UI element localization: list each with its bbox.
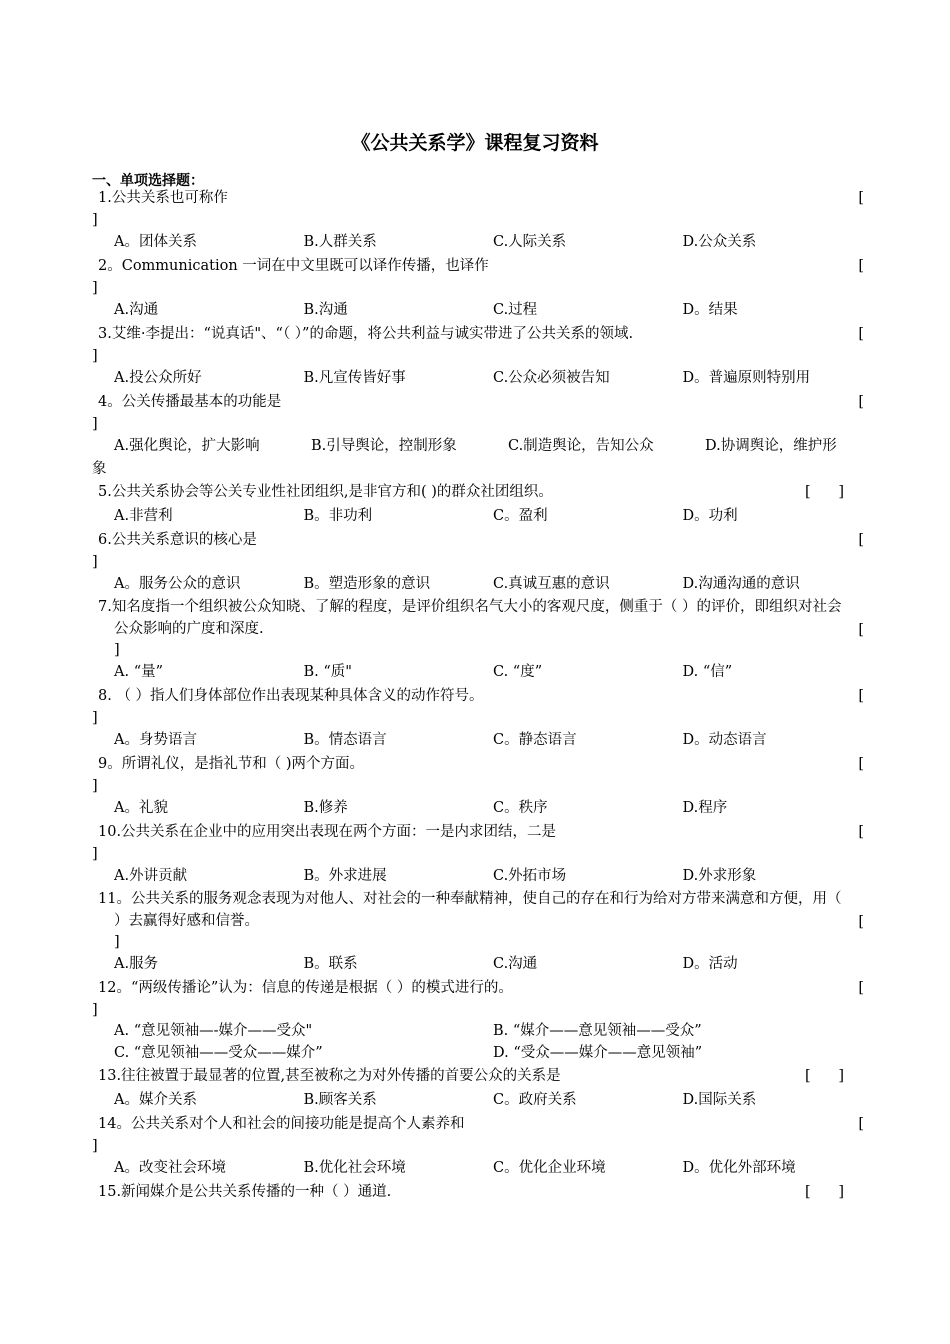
answer-bracket-open: [ bbox=[858, 532, 864, 548]
option-a: A. “量” bbox=[114, 664, 164, 680]
option-d: D.协调舆论，维护形 bbox=[705, 438, 837, 454]
option-row bbox=[92, 572, 872, 596]
option-d: D。活动 bbox=[682, 956, 738, 972]
option-c: C.人际关系 bbox=[493, 234, 567, 250]
answer-bracket-open: [ bbox=[858, 980, 864, 996]
option-continuation: 象 bbox=[92, 461, 107, 477]
option-row bbox=[92, 230, 872, 254]
option-b: B。联系 bbox=[303, 956, 358, 972]
question-stem: 7.知名度指一个组织被公众知晓、了解的程度，是评价组织名气大小的客观尺度，侧重于（ ）的评价，即组织对社会公众影响的广度和深度. bbox=[98, 599, 842, 637]
question-item bbox=[92, 1112, 872, 1180]
option-d: D.程序 bbox=[682, 800, 728, 816]
answer-bracket: [ ] bbox=[805, 1068, 844, 1084]
option-c: C.公众必须被告知 bbox=[493, 370, 610, 386]
option-row bbox=[92, 504, 872, 528]
option-a: A。礼貌 bbox=[114, 800, 168, 816]
option-b: B. “质" bbox=[303, 664, 352, 680]
option-a: A.外讲贡献 bbox=[114, 868, 188, 884]
option-c: C。盈利 bbox=[493, 508, 548, 524]
document-title: 《公共关系学》课程复习资料 bbox=[351, 132, 599, 154]
question-item bbox=[92, 820, 872, 888]
question-stem: 5.公共关系协会等公关专业性社团组织,是非官方和( )的群众社团组织。 bbox=[98, 484, 553, 500]
question-item bbox=[92, 752, 872, 820]
option-row bbox=[92, 434, 872, 458]
option-b: B.沟通 bbox=[303, 302, 348, 318]
answer-bracket-open: [ bbox=[858, 914, 864, 930]
option-d: D。动态语言 bbox=[682, 732, 767, 748]
option-a: A。改变社会环境 bbox=[114, 1160, 226, 1176]
answer-bracket-close: ] bbox=[92, 778, 98, 794]
option-row bbox=[92, 864, 872, 888]
question-item bbox=[92, 888, 872, 976]
answer-bracket-close: ] bbox=[92, 846, 98, 862]
answer-bracket-close: ] bbox=[114, 934, 120, 950]
question-stem: 2。Communication 一词在中文里既可以译作传播，也译作 bbox=[98, 258, 489, 274]
question-stem: 11。公共关系的服务观念表现为对他人、对社会的一种奉献精神，使自己的存在和行为给对方带来满意和方便，用（ ）去赢得好感和信誉。 bbox=[98, 891, 842, 929]
question-stem: 12。“两级传播论”认为：信息的传递是根据（ ）的模式进行的。 bbox=[98, 980, 513, 996]
option-c: C.沟通 bbox=[493, 956, 538, 972]
option-d: D.国际关系 bbox=[682, 1092, 757, 1108]
option-row bbox=[92, 366, 872, 390]
question-item bbox=[92, 976, 872, 1064]
option-b: B。塑造形象的意识 bbox=[303, 576, 431, 592]
answer-bracket-close: ] bbox=[92, 416, 98, 432]
section-heading: 一、单项选择题： bbox=[92, 173, 204, 189]
answer-bracket-open: [ bbox=[858, 688, 864, 704]
question-item bbox=[92, 528, 872, 596]
option-c: C.外拓市场 bbox=[493, 868, 567, 884]
answer-bracket-open: [ bbox=[858, 824, 864, 840]
option-b: B.优化社会环境 bbox=[303, 1160, 406, 1176]
answer-bracket-open: [ bbox=[858, 1116, 864, 1132]
answer-bracket-open: [ bbox=[858, 190, 864, 206]
question-stem: 15.新闻媒介是公共关系传播的一种（ ）通道. bbox=[98, 1184, 392, 1200]
answer-bracket-close: ] bbox=[92, 280, 98, 296]
option-d: D.沟通沟通的意识 bbox=[682, 576, 800, 592]
option-c: C。政府关系 bbox=[493, 1092, 577, 1108]
option-c: C.制造舆论，告知公众 bbox=[508, 438, 654, 454]
question-stem: 10.公共关系在企业中的应用突出表现在两个方面：一是内求团结，二是 bbox=[98, 824, 557, 840]
option-b: B。情态语言 bbox=[303, 732, 387, 748]
option-row bbox=[92, 1088, 872, 1112]
option-b: B。外求进展 bbox=[303, 868, 387, 884]
question-stem: 1.公共关系也可称作 bbox=[98, 190, 228, 206]
option-row bbox=[92, 1020, 872, 1042]
question-stem: 9。所谓礼仪，是指礼节和（ )两个方面。 bbox=[98, 756, 364, 772]
answer-bracket-open: [ bbox=[858, 326, 864, 342]
question-stem: 3.艾维·李提出：“说真话"、“（ ）”的命题，将公共利益与诚实带进了公共关系的领域. bbox=[98, 326, 634, 342]
question-stem: 14。公共关系对个人和社会的间接功能是提高个人素养和 bbox=[98, 1116, 465, 1132]
option-a: A。媒介关系 bbox=[114, 1092, 197, 1108]
option-c: C. “意见领袖——受众——媒介” bbox=[114, 1045, 323, 1061]
option-d: D。普遍原则特别用 bbox=[682, 370, 811, 386]
option-d: D. “受众——媒介——意见领袖” bbox=[493, 1045, 703, 1061]
option-b: B.修养 bbox=[303, 800, 348, 816]
option-a: A.服务 bbox=[114, 956, 159, 972]
answer-bracket-open: [ bbox=[858, 258, 864, 274]
option-b: B. “媒介——意见领袖——受众” bbox=[493, 1023, 702, 1039]
answer-bracket: [ ] bbox=[805, 484, 844, 500]
question-item bbox=[92, 254, 872, 322]
option-b: B.顾客关系 bbox=[303, 1092, 377, 1108]
answer-bracket-close: ] bbox=[92, 554, 98, 570]
option-c: C。秩序 bbox=[493, 800, 548, 816]
answer-bracket: [ ] bbox=[805, 1184, 844, 1200]
option-d: D.公众关系 bbox=[682, 234, 757, 250]
answer-bracket-close: ] bbox=[92, 710, 98, 726]
question-item bbox=[92, 684, 872, 752]
answer-bracket-close: ] bbox=[92, 348, 98, 364]
question-item bbox=[92, 390, 872, 480]
option-row bbox=[92, 728, 872, 752]
option-row bbox=[92, 952, 872, 976]
option-d: D. “信” bbox=[682, 664, 733, 680]
question-stem: 8. （ ）指人们身体部位作出表现某种具体含义的动作符号。 bbox=[98, 688, 484, 704]
option-row bbox=[92, 660, 872, 684]
answer-bracket-close: ] bbox=[92, 1138, 98, 1154]
answer-bracket-close: ] bbox=[92, 212, 98, 228]
option-b: B。非功利 bbox=[303, 508, 373, 524]
answer-bracket-open: [ bbox=[858, 394, 864, 410]
question-stem: 4。公关传播最基本的功能是 bbox=[98, 394, 282, 410]
option-a: A. “意见领袖—-媒介——受众" bbox=[114, 1023, 313, 1039]
option-a: A.沟通 bbox=[114, 302, 159, 318]
option-a: A.非营利 bbox=[114, 508, 173, 524]
question-stem: 6.公共关系意识的核心是 bbox=[98, 532, 257, 548]
option-row bbox=[92, 796, 872, 820]
option-d: D。结果 bbox=[682, 302, 738, 318]
option-a: A。服务公众的意识 bbox=[114, 576, 241, 592]
option-a: A。团体关系 bbox=[114, 234, 197, 250]
option-a: A。身势语言 bbox=[114, 732, 197, 748]
answer-bracket-open: [ bbox=[858, 622, 864, 638]
option-d: D。功利 bbox=[682, 508, 738, 524]
option-b: B.人群关系 bbox=[303, 234, 377, 250]
option-c: C。优化企业环境 bbox=[493, 1160, 606, 1176]
option-c: C.真诚互惠的意识 bbox=[493, 576, 610, 592]
option-c: C.过程 bbox=[493, 302, 538, 318]
answer-bracket-close: ] bbox=[114, 642, 120, 658]
option-c: C. “度” bbox=[493, 664, 543, 680]
option-row bbox=[92, 1042, 872, 1064]
option-row bbox=[92, 298, 872, 322]
option-b: B.凡宣传皆好事 bbox=[303, 370, 406, 386]
question-list bbox=[92, 186, 872, 1204]
option-b: B.引导舆论，控制形象 bbox=[311, 438, 457, 454]
answer-bracket-close: ] bbox=[92, 1002, 98, 1018]
option-a: A.投公众所好 bbox=[114, 370, 202, 386]
option-c: C。静态语言 bbox=[493, 732, 577, 748]
question-item bbox=[92, 480, 872, 528]
question-item bbox=[92, 596, 872, 684]
option-row bbox=[92, 1156, 872, 1180]
question-item bbox=[92, 1064, 872, 1112]
question-item bbox=[92, 186, 872, 254]
question-item bbox=[92, 322, 872, 390]
option-d: D。优化外部环境 bbox=[682, 1160, 796, 1176]
answer-bracket-open: [ bbox=[858, 756, 864, 772]
option-d: D.外求形象 bbox=[682, 868, 757, 884]
option-a: A.强化舆论，扩大影响 bbox=[114, 438, 260, 454]
question-item bbox=[92, 1180, 872, 1204]
question-stem: 13.往往被置于最显著的位置,甚至被称之为对外传播的首要公众的关系是 bbox=[98, 1068, 561, 1084]
